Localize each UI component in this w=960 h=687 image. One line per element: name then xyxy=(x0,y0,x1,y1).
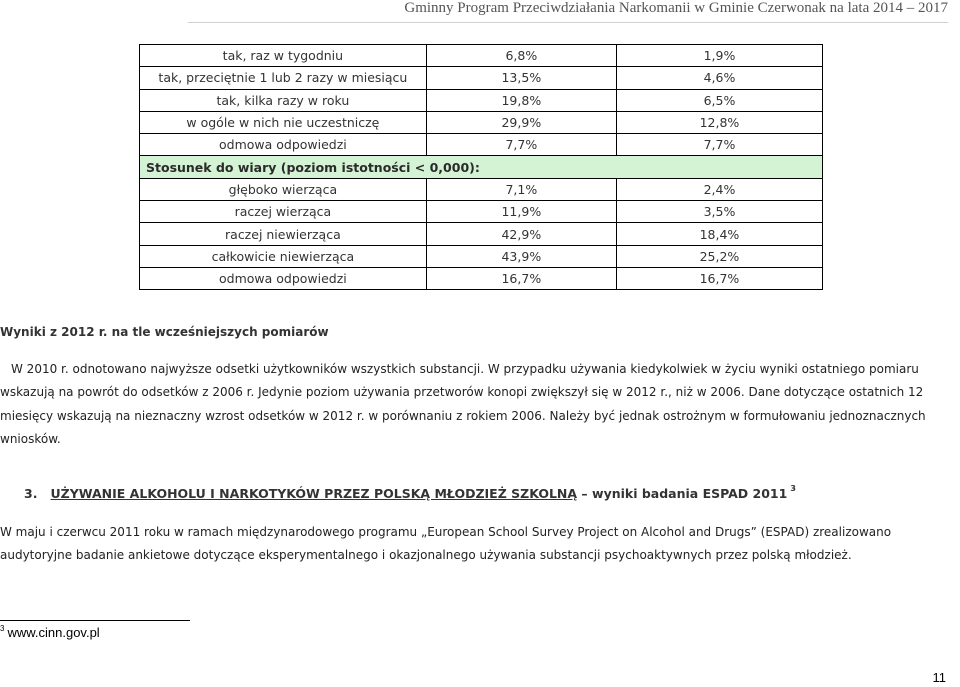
paragraph-line: miesięcy wskazują na nieznaczny wzrost odsetków w 2012 r. w porównaniu z rokiem 2006. Należy być jednak ostrożnym w formułowaniu jednoznacznych xyxy=(0,408,926,423)
paragraph-line: W maju i czerwcu 2011 roku w ramach międzynarodowego programu „European School Survey Project on Alcohol and Drugs” (ESPAD) zrealizowano xyxy=(0,525,892,539)
paragraph-line: W 2010 r. odnotowano najwyższe odsetki użytkowników wszystkich substancji. W przypadku używania kiedykolwiek w życiu wyniki ostatniego pomiaru xyxy=(11,362,919,376)
footnote-marker: 3 xyxy=(0,624,5,633)
row-label: tak, przeciętnie 1 lub 2 razy w miesiącu xyxy=(140,67,427,89)
row-label: tak, kilka razy w roku xyxy=(140,89,427,111)
row-value-2: 7,7% xyxy=(616,134,822,156)
row-value-2: 25,2% xyxy=(616,245,822,267)
group-header-label: Stosunek do wiary (poziom istotności < 0,000): xyxy=(140,156,823,178)
footnote-divider xyxy=(0,620,190,621)
footnote-link[interactable]: www.cinn.gov.pl xyxy=(7,625,100,640)
section-heading xyxy=(24,484,796,501)
row-value-1: 7,1% xyxy=(426,178,616,200)
row-label: tak, raz w tygodniu xyxy=(140,45,427,67)
row-value-2: 6,5% xyxy=(616,89,822,111)
row-value-1: 19,8% xyxy=(426,89,616,111)
table-row xyxy=(140,111,823,133)
row-value-1: 29,9% xyxy=(426,111,616,133)
row-value-2: 3,5% xyxy=(616,201,822,223)
row-value-2: 2,4% xyxy=(616,178,822,200)
footnote-reference[interactable]: 3 xyxy=(790,484,796,493)
row-value-1: 43,9% xyxy=(426,245,616,267)
table-row xyxy=(140,223,823,245)
table-row xyxy=(140,267,823,289)
table-row xyxy=(140,45,823,67)
row-value-1: 16,7% xyxy=(426,267,616,289)
row-label: odmowa odpowiedzi xyxy=(140,134,427,156)
table-row xyxy=(140,67,823,89)
row-label: w ogóle w nich nie uczestniczę xyxy=(140,111,427,133)
table-row xyxy=(140,201,823,223)
paragraph-line: wskazują na powrót do odsetków z 2006 r. Jedynie poziom używania przetworów konopi zwiększył się w 2012 r., niż w 2006. Dane dotyczące ostatnich 12 xyxy=(0,385,924,400)
results-subheading: Wyniki z 2012 r. na tle wcześniejszych pomiarów xyxy=(0,325,329,339)
page-number: 11 xyxy=(932,670,946,685)
table-row xyxy=(140,134,823,156)
section-number: 3. xyxy=(24,486,38,501)
survey-table xyxy=(139,44,823,290)
row-label: odmowa odpowiedzi xyxy=(140,267,427,289)
row-value-2: 1,9% xyxy=(616,45,822,67)
row-value-2: 18,4% xyxy=(616,223,822,245)
footnote xyxy=(0,624,100,640)
row-value-1: 11,9% xyxy=(426,201,616,223)
row-label: raczej niewierząca xyxy=(140,223,427,245)
row-value-2: 12,8% xyxy=(616,111,822,133)
table-row xyxy=(140,178,823,200)
row-label: głęboko wierząca xyxy=(140,178,427,200)
espad-paragraph xyxy=(0,521,956,568)
paragraph-line: audytoryjne badanie ankietowe dotyczące eksperymentalnego i okazjonalnego używania substancji psychoaktywnych przez polską młodzież. xyxy=(0,548,852,563)
row-value-1: 7,7% xyxy=(426,134,616,156)
section-title-underlined: UŻYWANIE ALKOHOLU I NARKOTYKÓW PRZEZ POLSKĄ MŁODZIEŻ SZKOLNĄ xyxy=(50,486,578,501)
row-value-1: 13,5% xyxy=(426,67,616,89)
results-paragraph xyxy=(0,358,956,451)
table-row xyxy=(140,245,823,267)
paragraph-line: wniosków. xyxy=(0,431,61,446)
row-label: całkowicie niewierząca xyxy=(140,245,427,267)
row-label: raczej wierząca xyxy=(140,201,427,223)
group-header-row xyxy=(140,156,823,178)
table-row xyxy=(140,89,823,111)
row-value-1: 6,8% xyxy=(426,45,616,67)
row-value-2: 16,7% xyxy=(616,267,822,289)
section-title-rest: – wyniki badania ESPAD 2011 xyxy=(577,486,788,501)
running-header: Gminny Program Przeciwdziałania Narkomanii w Gminie Czerwonak na lata 2014 – 2017 xyxy=(188,0,948,23)
row-value-2: 4,6% xyxy=(616,67,822,89)
row-value-1: 42,9% xyxy=(426,223,616,245)
